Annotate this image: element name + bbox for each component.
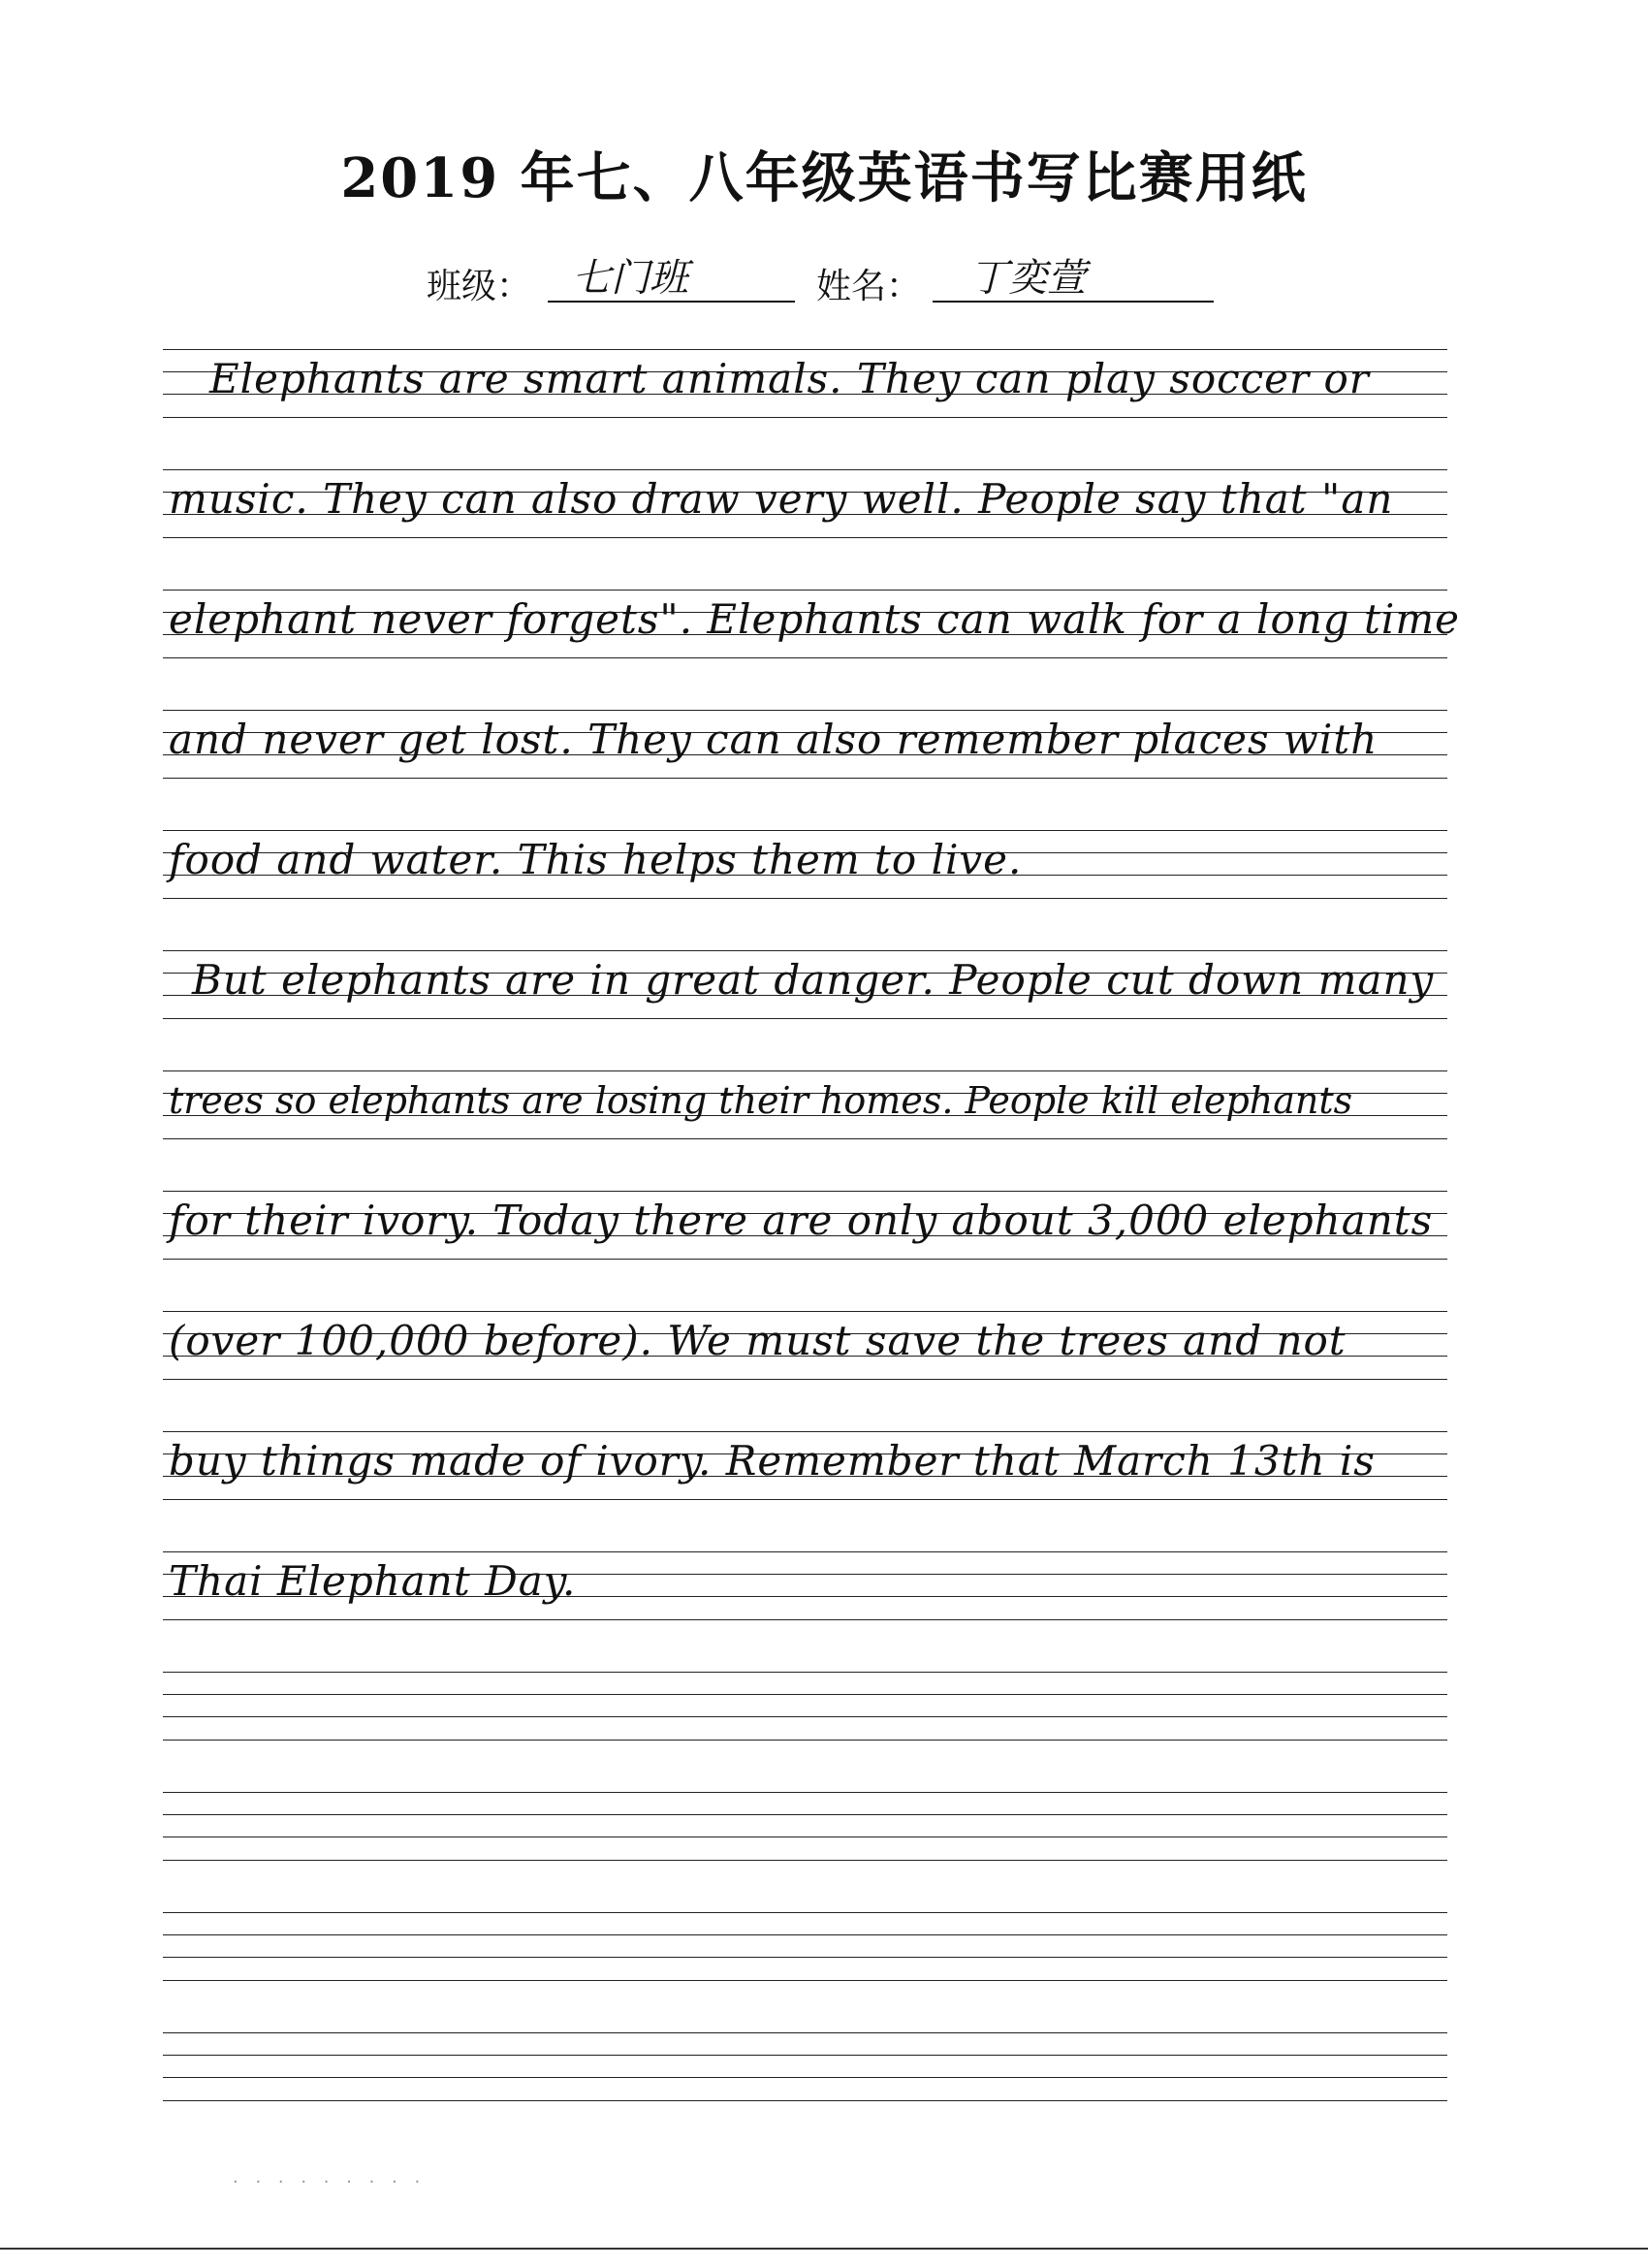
page-title: 2019 年七、八年级英语书写比赛用纸: [340, 146, 1308, 210]
student-info: [0, 247, 1648, 315]
writing-line: [163, 830, 1447, 922]
handwritten-text: music. They can also draw very well. People say that "an: [169, 475, 1394, 523]
writing-line: [163, 590, 1461, 682]
scan-specks: · · · · · · · · ·: [233, 2172, 427, 2192]
handwritten-text: elephant never forgets". Elephants can walk for a long time: [169, 595, 1461, 643]
handwritten-text: trees so elephants are losing their homes. People kill elephants: [169, 1079, 1353, 1122]
handwritten-text: Thai Elephant Day.: [169, 1557, 577, 1605]
writing-line: [163, 349, 1447, 441]
handwritten-text: But elephants are in great danger. People cut down many: [192, 956, 1435, 1004]
handwritten-text: Elephants are smart animals. They can play soccer or: [209, 355, 1370, 402]
handwritten-text: buy things made of ivory. Remember that March 13th is: [169, 1437, 1376, 1485]
name-label: 姓名：: [816, 267, 922, 306]
writing-line: [163, 1311, 1447, 1403]
class-label: 班级：: [427, 267, 532, 306]
writing-line: [163, 1191, 1447, 1283]
class-value: 七门班: [572, 256, 688, 301]
writing-line: [163, 1551, 1447, 1644]
class-underline: [548, 301, 795, 303]
writing-line: [163, 1431, 1447, 1523]
name-value: 丁奕萱: [969, 256, 1086, 301]
scan-bottom-edge: [0, 2248, 1648, 2250]
writing-line: [163, 1070, 1447, 1163]
writing-line: [163, 950, 1447, 1042]
handwritten-text: and never get lost. They can also remember places with: [169, 716, 1379, 763]
handwritten-text: food and water. This helps them to live.: [169, 836, 1023, 883]
writing-line: [163, 469, 1447, 561]
writing-line-empty: [163, 2032, 1447, 2124]
handwritten-text: (over 100,000 before). We must save the trees and not: [169, 1317, 1347, 1364]
writing-line-empty: [163, 1912, 1447, 2004]
writing-line-empty: [163, 1672, 1447, 1764]
writing-line: [163, 710, 1447, 802]
name-underline: [933, 301, 1214, 303]
writing-line-empty: [163, 1792, 1447, 1884]
handwritten-text: for their ivory. Today there are only about 3,000 elephants: [169, 1197, 1434, 1244]
